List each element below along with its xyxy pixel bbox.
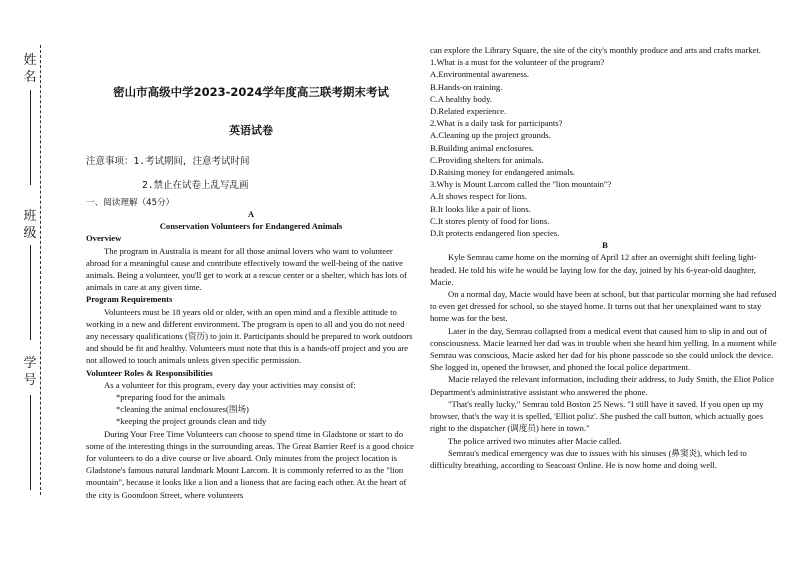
question-1 [430, 56, 780, 117]
option: B.Hands-on training. [430, 81, 503, 92]
option: A.Environmental awareness. [430, 69, 530, 80]
role-item: *keeping the project grounds clean and tidy [116, 416, 267, 427]
question-2 [430, 117, 780, 178]
overview-heading: Overview [86, 233, 122, 244]
option: B.Building animal enclosures. [430, 142, 535, 153]
requirements-heading: Program Requirements [86, 294, 173, 305]
passage-letter-b: B [602, 240, 608, 251]
role-item: *cleaning the animal enclosures(围场) [116, 404, 249, 415]
role-item: *preparing food for the animals [116, 392, 225, 403]
section-heading: 一、阅读理解（45分） [86, 198, 175, 208]
option: C.Providing shelters for animals. [430, 154, 544, 165]
name-write-line [30, 90, 31, 185]
option: A.It shows respect for lions. [430, 191, 527, 202]
passage-b-paragraph: On a normal day, Macie would have been at school, but that particular morning she had refused to even get dressed for school, so she stayed home. It turns out that her unexplained want to stay home was for the best. [430, 289, 777, 324]
student-id-label: 学号 [23, 356, 37, 388]
passage-b-paragraph: Macie relayed the relevant information, including their address, to Judy Smith, the Eliot Police Department's administrative assistant who answered the phone. [430, 374, 775, 397]
class-label: 班级 [23, 209, 37, 241]
exam-title: 密山市高级中学2023-2024学年度高三联考期末考试 [113, 85, 389, 99]
passage-b-paragraph: Kyle Semrau came home on the morning of April 12 after an overnight shift feeling light-headed. He told his wife he would be laying low for the day, joined by his 6-year-old daughter, Macie. [430, 252, 757, 287]
question-stem: 3.Why is Mount Larcom called the "lion mountain"? [430, 179, 612, 190]
roles-intro: As a volunteer for this program, every day your activities may consist of: [104, 379, 356, 390]
option: B.It looks like a pair of lions. [430, 203, 531, 214]
class-write-line [30, 245, 31, 340]
seal-line [40, 45, 41, 495]
id-write-line [30, 395, 31, 490]
exam-notes-2: 2.禁止在试卷上乱写乱画 [142, 180, 249, 191]
question-3 [430, 178, 780, 239]
question-stem: 2.What is a daily task for participants? [430, 118, 563, 129]
right-column [430, 44, 780, 471]
roles-heading: Volunteer Roles & Responsibilities [86, 367, 213, 378]
binding-margin [0, 0, 70, 565]
overview-text: The program in Australia is meant for all those animal lovers who want to volunteer abroad for a meaningful cause and contribute effectively toward the well-being of the native animals. Being a volunteer, you'll get to work at a rescue center or a shelter, which has lots of animals in care at any given time. [86, 245, 407, 293]
passage-a-title: Conservation Volunteers for Endangered Animals [159, 221, 343, 232]
passage-b-paragraph: The police arrived two minutes after Macie called. [448, 435, 622, 446]
option: C.A healthy body. [430, 93, 492, 104]
option: D.Raising money for endangered animals. [430, 167, 576, 178]
option: A.Cleaning up the project grounds. [430, 130, 551, 141]
option: C.It stores plenty of food for lions. [430, 215, 550, 226]
free-time-continued: can explore the Library Square, the site of the city's monthly produce and arts and crafts market. [430, 45, 761, 55]
requirements-text: Volunteers must be 18 years old or older, with an open mind and a flexible attitude to working in a new and different environment. The program is open to all and you do not need any necessary qualifications (资历) to join it. Participants should be prepared to work outdoors and should be fit and healthy. Volunteers must note that this is a hands-off project and you are not allowed to touch animals unless given specific permission. [86, 306, 413, 366]
passage-b-paragraph: Semrau's medical emergency was due to issues with his sinuses (鼻窦炎), which led to difficulty breathing, according to Seacoast Online. He is now home and doing well. [430, 447, 747, 470]
exam-notes-1: 注意事项：1.考试期间，注意考试时间 [86, 156, 250, 167]
question-stem: 1.What is a must for the volunteer of the program? [430, 57, 605, 68]
passage-letter-a: A [247, 209, 255, 219]
option: D.It protects endangered lion species. [430, 228, 560, 239]
subject-title: 英语试卷 [229, 124, 273, 137]
passage-b-paragraph: Later in the day, Semrau collapsed from a medical event that caused him to slip in and out of consciousness. Macie learned her dad was in trouble when she heard him yelling. In a moment while Semrau was conscious, Macie asked her dad for his phone passcode so she could unlock the device. She logged in, opened the browser, and phoned the local police department. [430, 325, 777, 373]
passage-b-paragraph: "That's really lucky," Semrau told Boston 25 News. "I still have it saved. If you open up my browser, that's the way it is spelled, 'Elliot poliz'. She pushed the call button, which actually goes right to the dispatcher (调度员) here in town." [430, 398, 764, 434]
name-label: 姓名 [23, 53, 37, 85]
option: D.Related experience. [430, 106, 507, 117]
passage-a [86, 208, 416, 501]
free-time-text: During Your Free Time Volunteers can choose to spend time in Gladstone or start to do some of the interesting things in the surrounding areas. The Great Barrier Reef is a good choice for volunteers to do a dive course or live aboard. Only minutes from the project location is Gladstone's famous natural landmark Mount Larcom. It is commonly referred to as the "lion mountain", because it looks like a lion and a lioness that are facing each other. At the heart of the city is Goondoon Street, where volunteers [86, 428, 414, 500]
